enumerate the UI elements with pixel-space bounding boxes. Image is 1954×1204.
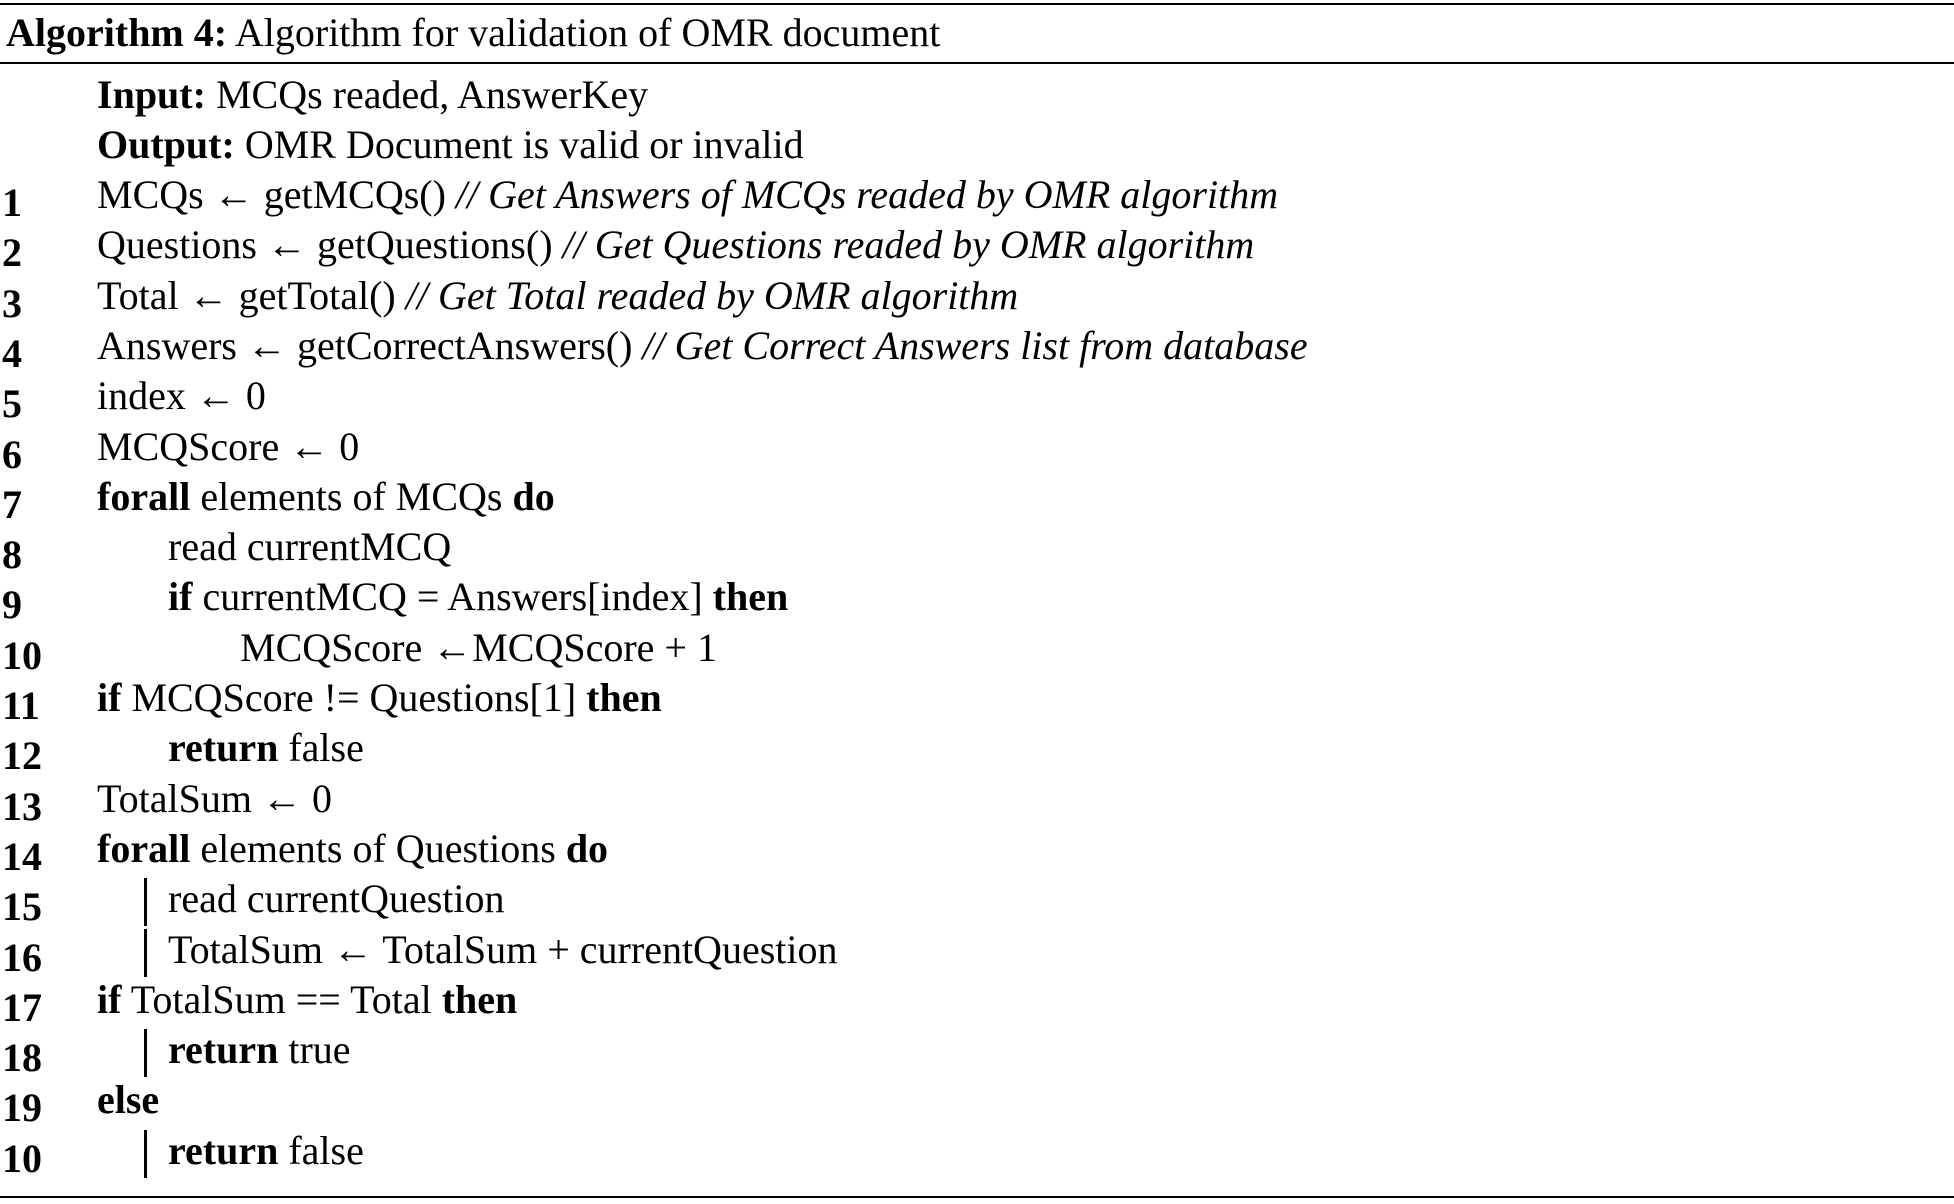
line-number: 9 bbox=[2, 582, 22, 627]
caption-rule bbox=[0, 62, 1954, 64]
keyword: do bbox=[565, 826, 609, 871]
line-number: 1 bbox=[2, 180, 22, 225]
line-content bbox=[97, 975, 517, 1025]
code-text: TotalSum ← 0 bbox=[97, 776, 332, 821]
keyword: forall bbox=[97, 826, 191, 871]
algorithm-line bbox=[0, 220, 1954, 275]
algorithm-line bbox=[0, 422, 1954, 477]
code-text: currentMCQ = Answers[index] bbox=[202, 574, 703, 619]
line-content bbox=[168, 522, 451, 572]
line-number: 5 bbox=[2, 381, 22, 426]
code-text: index ← 0 bbox=[97, 373, 266, 418]
output-line bbox=[0, 120, 1954, 170]
line-number: 14 bbox=[2, 834, 42, 879]
keyword: if bbox=[97, 977, 122, 1022]
input-line bbox=[0, 70, 1954, 120]
line-number: 12 bbox=[2, 733, 42, 778]
keyword: return bbox=[168, 1128, 279, 1173]
line-content bbox=[240, 623, 717, 673]
line-number: 17 bbox=[2, 985, 42, 1030]
code-text: Questions ← getQuestions() bbox=[97, 222, 553, 267]
keyword: then bbox=[441, 977, 518, 1022]
algorithm-line bbox=[0, 1025, 1954, 1080]
line-number: 15 bbox=[2, 884, 42, 929]
line-content bbox=[168, 925, 838, 975]
algorithm-caption bbox=[6, 4, 940, 62]
code-text: true bbox=[288, 1027, 351, 1072]
code-text: MCQs ← getMCQs() bbox=[97, 172, 446, 217]
caption-label: Algorithm 4: bbox=[6, 10, 228, 55]
line-content bbox=[97, 170, 1278, 220]
algorithm-line bbox=[0, 472, 1954, 527]
line-content bbox=[168, 874, 505, 924]
keyword: then bbox=[586, 675, 662, 720]
line-number: 6 bbox=[2, 432, 22, 477]
keyword: return bbox=[168, 1027, 279, 1072]
algorithm-line bbox=[0, 271, 1954, 326]
keyword: else bbox=[97, 1077, 160, 1122]
line-number: 10 bbox=[2, 1136, 42, 1181]
code-text: read currentMCQ bbox=[168, 524, 452, 569]
block-bar bbox=[144, 929, 147, 977]
algorithm-line bbox=[0, 1126, 1954, 1181]
line-number: 2 bbox=[2, 230, 22, 275]
line-content bbox=[97, 422, 359, 472]
output-text: OMR Document is valid or invalid bbox=[244, 122, 804, 167]
line-content bbox=[97, 673, 662, 723]
code-text: MCQScore ←MCQScore + 1 bbox=[240, 625, 717, 670]
algorithm-line bbox=[0, 1075, 1954, 1130]
line-number: 11 bbox=[2, 683, 40, 728]
algorithm-line bbox=[0, 774, 1954, 829]
input-keyword: Input: bbox=[97, 72, 206, 117]
algorithm-line bbox=[0, 371, 1954, 426]
algorithm-line bbox=[0, 723, 1954, 778]
algorithm-line bbox=[0, 170, 1954, 225]
code-text: MCQScore != Questions[1] bbox=[131, 675, 577, 720]
line-content bbox=[97, 472, 555, 522]
code-text: false bbox=[288, 725, 364, 770]
line-number: 19 bbox=[2, 1085, 42, 1130]
block-bar bbox=[144, 1130, 147, 1178]
line-number: 4 bbox=[2, 331, 22, 376]
algorithm-line bbox=[0, 522, 1954, 577]
line-content bbox=[168, 572, 788, 622]
code-text: TotalSum == Total bbox=[130, 977, 432, 1022]
line-content bbox=[97, 1075, 159, 1125]
caption-title: Algorithm for validation of OMR document bbox=[234, 10, 941, 55]
line-number: 16 bbox=[2, 935, 42, 980]
algorithm-line bbox=[0, 321, 1954, 376]
bottom-rule bbox=[0, 1196, 1954, 1198]
line-number: 8 bbox=[2, 532, 22, 577]
code-text: MCQScore ← 0 bbox=[97, 424, 360, 469]
algorithm-line bbox=[0, 975, 1954, 1030]
code-comment: // Get Correct Answers list from database bbox=[642, 323, 1308, 368]
keyword: if bbox=[97, 675, 122, 720]
keyword: forall bbox=[97, 474, 191, 519]
code-text: elements of MCQs bbox=[200, 474, 503, 519]
code-text: Total ← getTotal() bbox=[97, 273, 396, 318]
line-number: 10 bbox=[2, 633, 42, 678]
block-bar bbox=[144, 878, 147, 926]
algorithm-line bbox=[0, 824, 1954, 879]
block-bar bbox=[144, 1029, 147, 1077]
input-text: MCQs readed, AnswerKey bbox=[215, 72, 649, 117]
keyword: return bbox=[168, 725, 279, 770]
code-comment: // Get Answers of MCQs readed by OMR algorithm bbox=[455, 172, 1279, 217]
keyword: then bbox=[712, 574, 789, 619]
code-comment: // Get Questions readed by OMR algorithm bbox=[562, 222, 1255, 267]
algorithm-line bbox=[0, 572, 1954, 627]
line-content bbox=[168, 1025, 351, 1075]
code-text: read currentQuestion bbox=[168, 876, 505, 921]
keyword: do bbox=[512, 474, 555, 519]
code-text: elements of Questions bbox=[200, 826, 556, 871]
line-content bbox=[97, 321, 1308, 371]
line-number: 3 bbox=[2, 281, 22, 326]
line-content bbox=[97, 271, 1018, 321]
code-comment: // Get Total readed by OMR algorithm bbox=[405, 273, 1019, 318]
line-number: 7 bbox=[2, 482, 22, 527]
line-number: 18 bbox=[2, 1035, 42, 1080]
algorithm-line bbox=[0, 623, 1954, 678]
code-text: false bbox=[288, 1128, 364, 1173]
output-keyword: Output: bbox=[97, 122, 235, 167]
line-content bbox=[97, 824, 608, 874]
code-text: Answers ← getCorrectAnswers() bbox=[97, 323, 633, 368]
line-content bbox=[168, 1126, 364, 1176]
code-text: TotalSum ← TotalSum + currentQuestion bbox=[168, 927, 838, 972]
line-content bbox=[97, 220, 1254, 270]
line-content bbox=[97, 774, 332, 824]
algorithm-line bbox=[0, 874, 1954, 929]
algorithm-line bbox=[0, 925, 1954, 980]
keyword: if bbox=[168, 574, 193, 619]
line-content bbox=[168, 723, 364, 773]
algorithm-line bbox=[0, 673, 1954, 728]
line-content bbox=[97, 371, 266, 421]
line-number: 13 bbox=[2, 784, 42, 829]
